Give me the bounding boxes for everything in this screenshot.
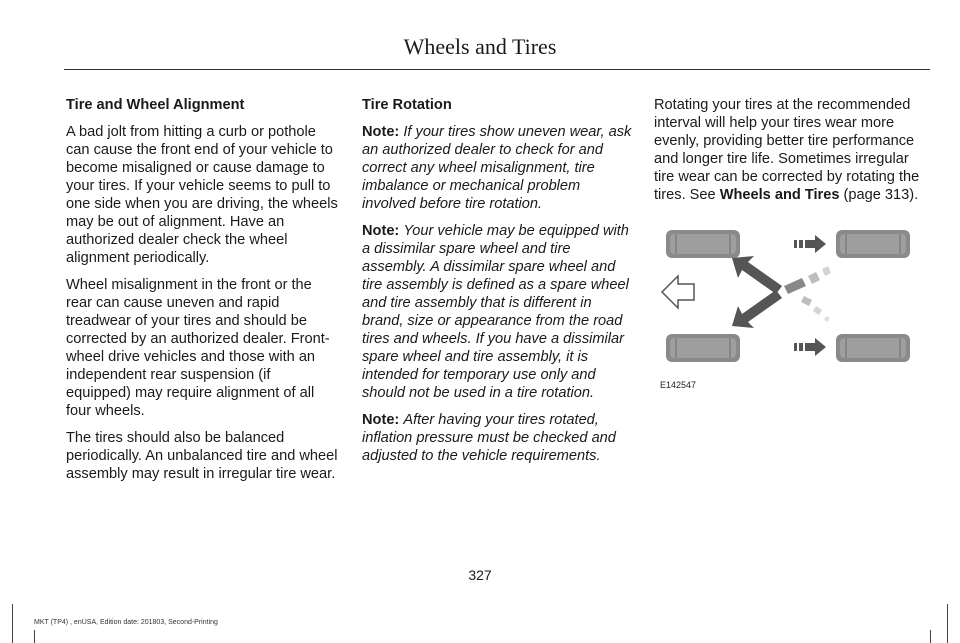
- note-text: After having your tires rotated, inflation pressure must be checked and adjusted to the vehicle requirements.: [362, 412, 616, 464]
- forward-arrow-outline: [662, 276, 694, 308]
- column-right: [654, 96, 926, 213]
- arrow-right-top: [794, 235, 826, 253]
- crop-mark-left-short: [34, 630, 35, 643]
- paragraph-text: Rotating your tires at the recommended interval will help your tires wear more evenly, providing better tire performance and longer tire life. Sometimes irregular tire wear can be corrected by rotating the tires. See: [654, 97, 920, 203]
- paragraph-text: (page 313).: [839, 187, 919, 203]
- tire-rotation-figure: [654, 226, 924, 396]
- column-middle: [362, 96, 634, 474]
- header-rule: [64, 69, 930, 70]
- page-header-title: Wheels and Tires: [403, 34, 557, 59]
- cross-reference: Wheels and Tires: [719, 187, 840, 203]
- arrow-right-bottom: [794, 338, 826, 356]
- paragraph: A bad jolt from hitting a curb or pothole can cause the front end of your vehicle to become misaligned or cause damage to your tires. If your vehicle seems to pull to one side when you are driving, the wheels may be out of alignment. Have an authorized dealer check the wheel alignment periodically.: [66, 124, 338, 266]
- crop-mark-right-short: [930, 630, 931, 643]
- paragraph: Wheel misalignment in the front or the rear can cause uneven and rapid treadwear of your tires and should be corrected by an authorized dealer. Front-wheel drive vehicles and those with an independent rear suspension (if equipped) may require alignment of all four wheels.: [66, 277, 330, 419]
- note-label: Note:: [362, 412, 400, 428]
- cross-arrow-up: [732, 256, 782, 294]
- note-label: Note:: [362, 124, 400, 140]
- section-heading-rotation: Tire Rotation: [362, 97, 452, 113]
- column-left: [66, 96, 338, 492]
- crop-mark-left: [12, 604, 13, 643]
- note-text: Your vehicle may be equipped with a dissimilar spare wheel and tire assembly. A dissimilar spare wheel and tire assembly is defined as a spare wheel and tire assembly that is different in brand, size or appearance from the road tires and wheels. If you have a dissimilar spare wheel and tire assembly, it is intended for temporary use only and should not be used in a tire rotation.: [362, 223, 629, 401]
- tire-rotation-diagram: [654, 226, 924, 376]
- footer-edition-text: MKT (TP4) , enUSA, Edition date: 201803, Second-Printing: [34, 619, 218, 626]
- dashed-arrow-segments: [784, 266, 831, 322]
- note-text: If your tires show uneven wear, ask an authorized dealer to check for and correct any wheel misalignment, tire imbalance or mechanical problem involved before tire rotation.: [362, 124, 632, 212]
- cross-arrow-down: [732, 290, 782, 328]
- note-label: Note:: [362, 223, 400, 239]
- note: [362, 222, 634, 402]
- paragraph: [654, 96, 926, 204]
- section-heading-alignment: Tire and Wheel Alignment: [66, 97, 245, 113]
- page-number: 327: [468, 567, 492, 583]
- crop-mark-right: [947, 604, 948, 643]
- note: [362, 411, 634, 465]
- note: [362, 123, 634, 213]
- paragraph: The tires should also be balanced periodically. An unbalanced tire and wheel assembly may result in irregular tire wear.: [66, 430, 338, 482]
- figure-id: E142547: [660, 380, 697, 390]
